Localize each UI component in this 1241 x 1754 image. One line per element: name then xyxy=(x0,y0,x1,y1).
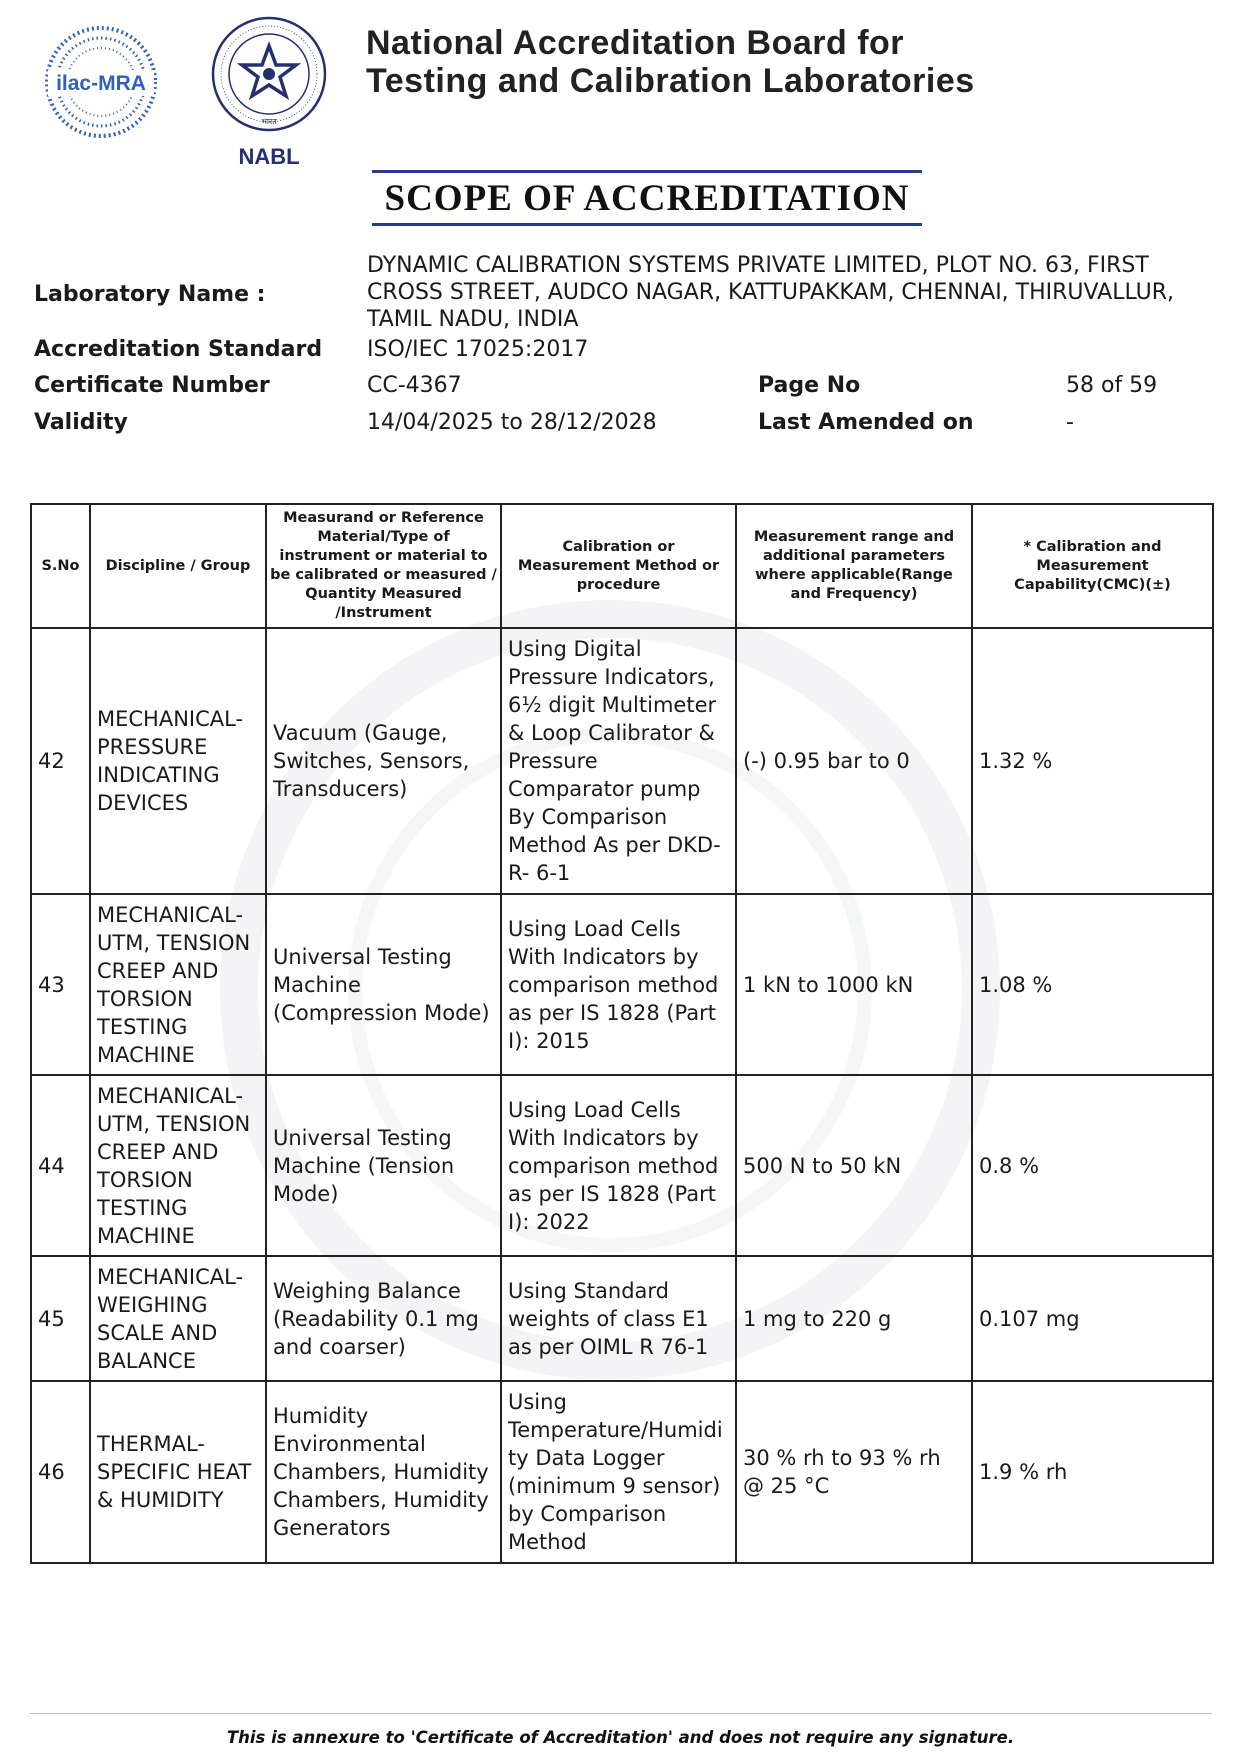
header-range: Measurement range and additional parameters where applicable(Range and Frequency) xyxy=(736,504,972,628)
footer-divider xyxy=(30,1713,1212,1714)
header-method: Calibration or Measurement Method or procedure xyxy=(501,504,736,628)
document-title-block xyxy=(372,170,922,226)
table-header-row xyxy=(31,504,1213,628)
cell-discipline: MECHANICAL- UTM, TENSION CREEP AND TORSION TESTING MACHINE xyxy=(90,1075,266,1256)
header-discipline: Discipline / Group xyxy=(90,504,266,628)
document-title: SCOPE OF ACCREDITATION xyxy=(384,178,910,219)
page-no-label: Page No xyxy=(758,373,861,398)
header-cmc: * Calibration and Measurement Capability(CMC)(±) xyxy=(972,504,1213,628)
cell-sno: 45 xyxy=(31,1256,90,1381)
cell-measurand: Universal Testing Machine (Compression Mode) xyxy=(266,894,501,1075)
cell-method: Using Digital Pressure Indicators, 6½ digit Multimeter & Loop Calibrator & Pressure Comparator pump By Comparison Method As per DKD-R- 6-1 xyxy=(501,628,736,894)
lab-name-value: DYNAMIC CALIBRATION SYSTEMS PRIVATE LIMITED, PLOT NO. 63, FIRST CROSS STREET, AUDCO NAGAR, KATTUPAKKAM, CHENNAI, THIRUVALLUR, TAMIL NADU, INDIA xyxy=(367,253,1175,332)
cell-method: Using Standard weights of class E1 as per OIML R 76-1 xyxy=(501,1256,736,1381)
cell-measurand: Universal Testing Machine (Tension Mode) xyxy=(266,1075,501,1256)
scope-table xyxy=(30,503,1214,1564)
cell-cmc: 0.8 % xyxy=(972,1075,1213,1256)
cell-method: Using Temperature/Humidity Data Logger (minimum 9 sensor) by Comparison Method xyxy=(501,1381,736,1563)
ilac-mra-logo xyxy=(42,14,160,150)
cell-sno: 44 xyxy=(31,1075,90,1256)
nabl-logo xyxy=(205,12,333,172)
last-amended-value: - xyxy=(1066,410,1074,435)
footer-note: This is annexure to 'Certificate of Accreditation' and does not require any signature. xyxy=(226,1728,1015,1747)
org-title-line-2: Testing and Calibration Laboratories xyxy=(366,62,975,100)
org-title-line-1: National Accreditation Board for xyxy=(366,24,905,62)
cell-sno: 42 xyxy=(31,628,90,894)
validity-value: 14/04/2025 to 28/12/2028 xyxy=(367,410,657,435)
cell-measurand: Weighing Balance (Readability 0.1 mg and coarser) xyxy=(266,1256,501,1381)
header-measurand: Measurand or Reference Material/Type of instrument or material to be calibrated or measured / Quantity Measured /Instrument xyxy=(266,504,501,628)
cell-range: 1 kN to 1000 kN xyxy=(736,894,972,1075)
cell-discipline: MECHANICAL- UTM, TENSION CREEP AND TORSION TESTING MACHINE xyxy=(90,894,266,1075)
cell-range: 30 % rh to 93 % rh @ 25 °C xyxy=(736,1381,972,1563)
cell-cmc: 1.9 % rh xyxy=(972,1381,1213,1563)
cell-range: 1 mg to 220 g xyxy=(736,1256,972,1381)
certificate-label: Certificate Number xyxy=(34,373,270,398)
nabl-logo-text: NABL xyxy=(238,144,300,169)
ilac-logo-text: ilac-MRA xyxy=(56,72,146,95)
validity-label: Validity xyxy=(34,410,128,435)
certificate-value: CC-4367 xyxy=(367,373,462,398)
table-row xyxy=(31,628,1213,894)
cell-discipline: MECHANICAL- PRESSURE INDICATING DEVICES xyxy=(90,628,266,894)
table-row xyxy=(31,1256,1213,1381)
cell-method: Using Load Cells With Indicators by comparison method as per IS 1828 (Part I): 2015 xyxy=(501,894,736,1075)
cell-sno: 43 xyxy=(31,894,90,1075)
cell-cmc: 1.32 % xyxy=(972,628,1213,894)
cell-cmc: 1.08 % xyxy=(972,894,1213,1075)
table-row xyxy=(31,1075,1213,1256)
validity-row xyxy=(34,410,1214,446)
title-bottom-rule xyxy=(372,223,922,226)
lab-info-block xyxy=(34,252,1214,446)
page-header xyxy=(0,0,1241,240)
cell-measurand: Vacuum (Gauge, Switches, Sensors, Transducers) xyxy=(266,628,501,894)
standard-value: ISO/IEC 17025:2017 xyxy=(367,337,589,362)
cell-range: (-) 0.95 bar to 0 xyxy=(736,628,972,894)
standard-label: Accreditation Standard xyxy=(34,337,323,362)
cell-cmc: 0.107 mg xyxy=(972,1256,1213,1381)
table-row xyxy=(31,1381,1213,1563)
certificate-row xyxy=(34,373,1214,410)
cell-measurand: Humidity Environmental Chambers, Humidity Chambers, Humidity Generators xyxy=(266,1381,501,1563)
nabl-seal-text: भारत xyxy=(261,117,277,126)
last-amended-label: Last Amended on xyxy=(758,410,974,435)
cell-discipline: THERMAL- SPECIFIC HEAT & HUMIDITY xyxy=(90,1381,266,1563)
cell-discipline: MECHANICAL- WEIGHING SCALE AND BALANCE xyxy=(90,1256,266,1381)
cell-sno: 46 xyxy=(31,1381,90,1563)
header-sno: S.No xyxy=(31,504,90,628)
standard-row xyxy=(34,337,1214,373)
org-title xyxy=(366,24,975,100)
page-no-value: 58 of 59 xyxy=(1066,373,1158,398)
table-row xyxy=(31,894,1213,1075)
cell-range: 500 N to 50 kN xyxy=(736,1075,972,1256)
lab-name-row xyxy=(34,252,1214,337)
lab-name-label: Laboratory Name : xyxy=(34,282,266,307)
cell-method: Using Load Cells With Indicators by comparison method as per IS 1828 (Part I): 2022 xyxy=(501,1075,736,1256)
